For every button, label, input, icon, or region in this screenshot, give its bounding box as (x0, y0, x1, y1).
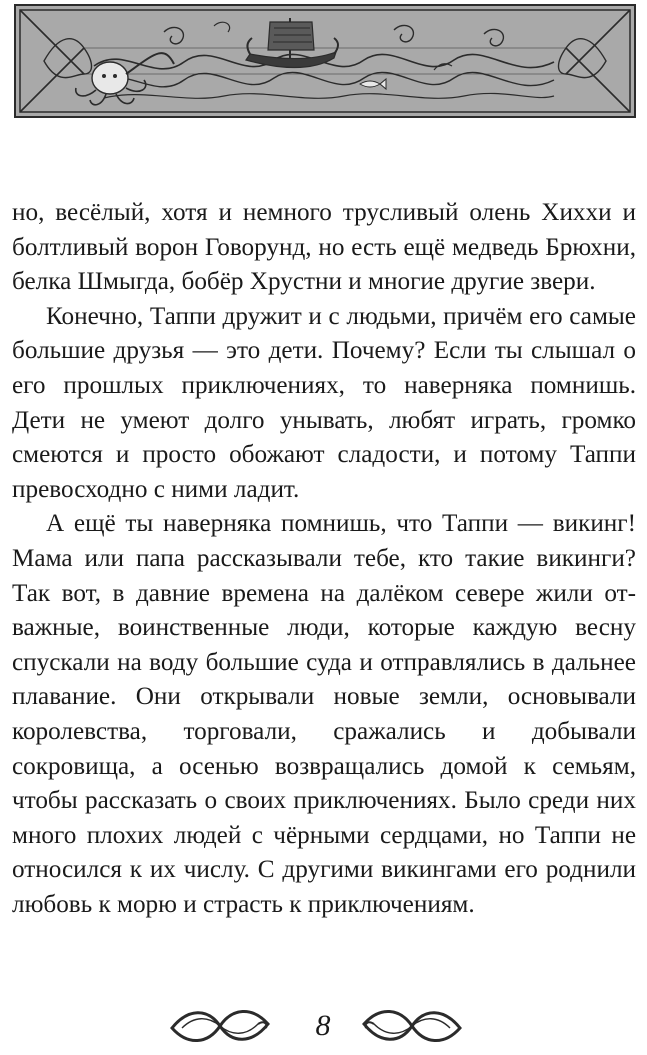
page-number: 8 (315, 1009, 331, 1042)
paragraph-2: Конечно, Таппи дружит и с людьми, причём его самые большие друзья — это дети. Почему? Если ты слышал о его прошлых приключениях, то наверняка помнишь. Дети не умеют долго унывать, любят играть, громко смеются и просто обожают сладости, и потому Таппи превосходно с ними ладит. (12, 302, 636, 503)
page-footer (0, 1000, 647, 1055)
celtic-knot-icon (168, 1004, 272, 1048)
paragraph-3: А ещё ты наверняка помнишь, что Таппи — викинг! Мама или папа рассказывали тебе, кто такие викинги? Так вот, в давние времена на далёком севере жили отважные, воинственные люди, которые каждую весну спускали на воду большие суда и отправлялись в дальнее плавание. Они открывали новые земли, основывали королевства, торговали, сражались и добывали сокровища, а осенью возвращались домой к семьям, чтобы рассказать о своих приключениях. Было среди них много плохих людей с чёрными сердцами, но Таппи не относился к их числу. С другими викингами его роднили любовь к морю и страсть к приключениям. (12, 510, 636, 918)
decorative-sea-banner (14, 4, 636, 118)
main-text (12, 196, 636, 922)
paragraph-1: но, весёлый, хотя и немного трусливый олень Хихxи и болтливый ворон Говорунд, но есть ещё медведь Брюхни, белка Шмыгда, бобёр Хрустни и многие другие звери. (12, 199, 636, 296)
celtic-knot-icon (360, 1004, 464, 1048)
